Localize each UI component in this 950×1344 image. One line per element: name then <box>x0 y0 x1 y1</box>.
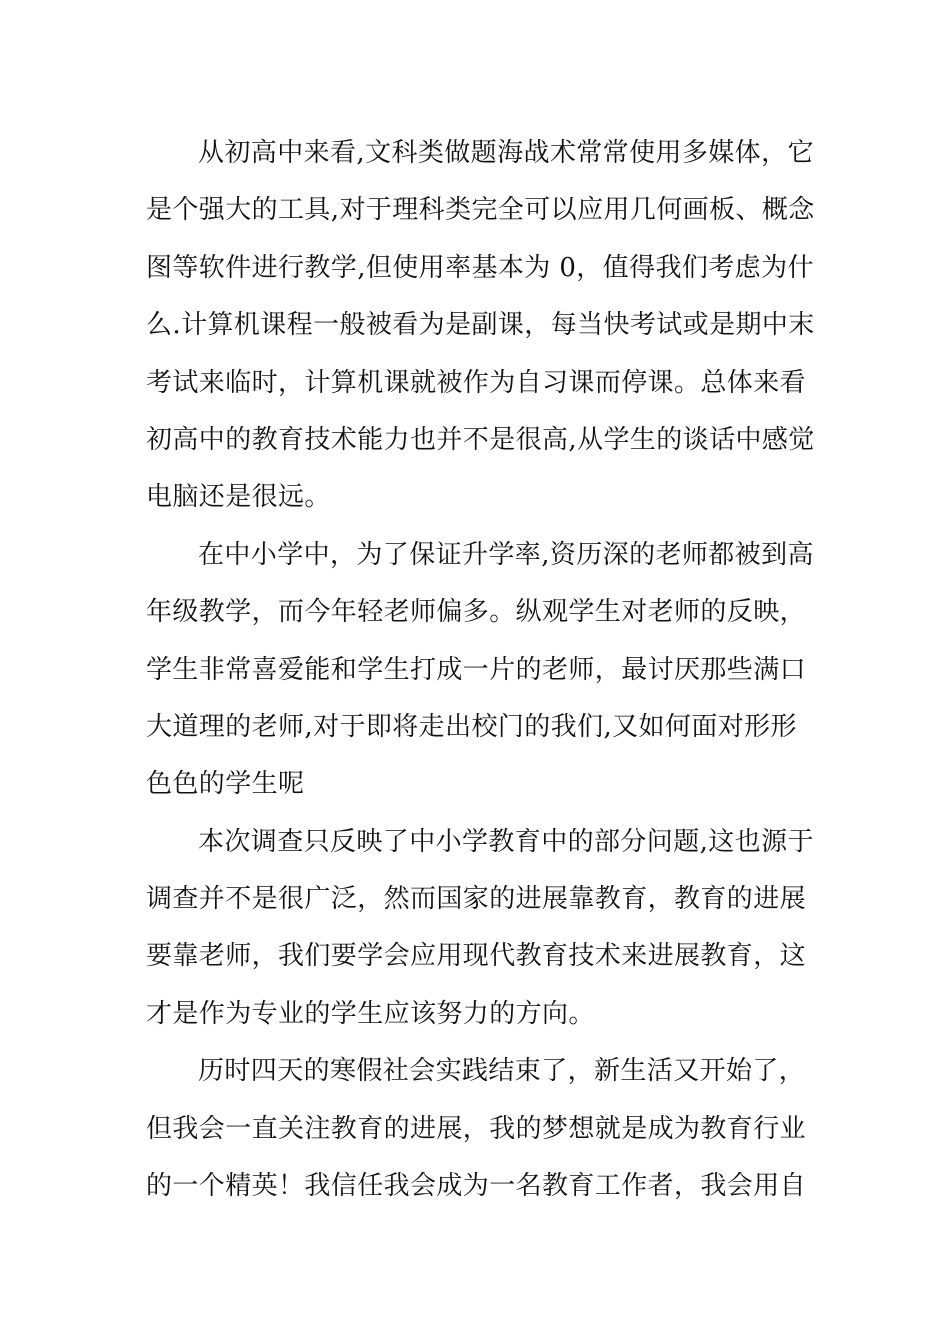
text-line: 么.计算机课程一般被看为是副课，每当快考试或是期中末 <box>146 310 815 341</box>
text-line: 图等软件进行教学,但使用率基本为 0，值得我们考虑为什 <box>146 252 814 283</box>
text-line: 要靠老师，我们要学会应用现代教育技术来进展教育，这 <box>146 941 807 972</box>
text-line: 初高中的教育技术能力也并不是很高,从学生的谈话中感觉 <box>146 424 815 455</box>
text-line: 调查并不是很广泛，然而国家的进展靠教育，教育的进展 <box>146 884 807 915</box>
text-line: 但我会一直关注教育的进展，我的梦想就是成为教育行业 <box>146 1113 807 1144</box>
text-line: 从初高中来看,文科类做题海战术常常使用多媒体，它 <box>198 138 814 168</box>
paragraph-1 <box>146 125 815 527</box>
text-line: 是个强大的工具,对于理科类完全可以应用几何画板、概念 <box>146 195 815 226</box>
text-line: 电脑还是很远。 <box>146 482 331 513</box>
text-line: 年级教学，而今年轻老师偏多。纵观学生对老师的反映， <box>146 597 807 628</box>
text-line: 本次调查只反映了中小学教育中的部分问题,这也源于 <box>198 826 814 857</box>
text-line: 大道理的老师,对于即将走出校门的我们,又如何面对形形 <box>146 711 797 742</box>
paragraph-3 <box>146 814 814 1044</box>
text-line: 的一个精英！我信任我会成为一名教育工作者，我会用自 <box>146 1171 807 1202</box>
text-line: 才是作为专业的学生应该努力的方向。 <box>146 998 595 1029</box>
text-line: 学生非常喜爱能和学生打成一片的老师，最讨厌那些满口 <box>146 654 807 685</box>
paragraph-4 <box>146 1043 810 1215</box>
text-line: 考试来临时，计算机课就被作为自习课而停课。总体来看 <box>146 367 807 398</box>
text-line: 在中小学中，为了保证升学率,资历深的老师都被到高 <box>198 539 814 570</box>
text-line: 历时四天的寒假社会实践结束了，新生活又开始了， <box>198 1056 806 1087</box>
body-text <box>146 125 815 1215</box>
text-line: 色色的学生呢 <box>146 769 305 800</box>
paragraph-2 <box>146 527 814 814</box>
